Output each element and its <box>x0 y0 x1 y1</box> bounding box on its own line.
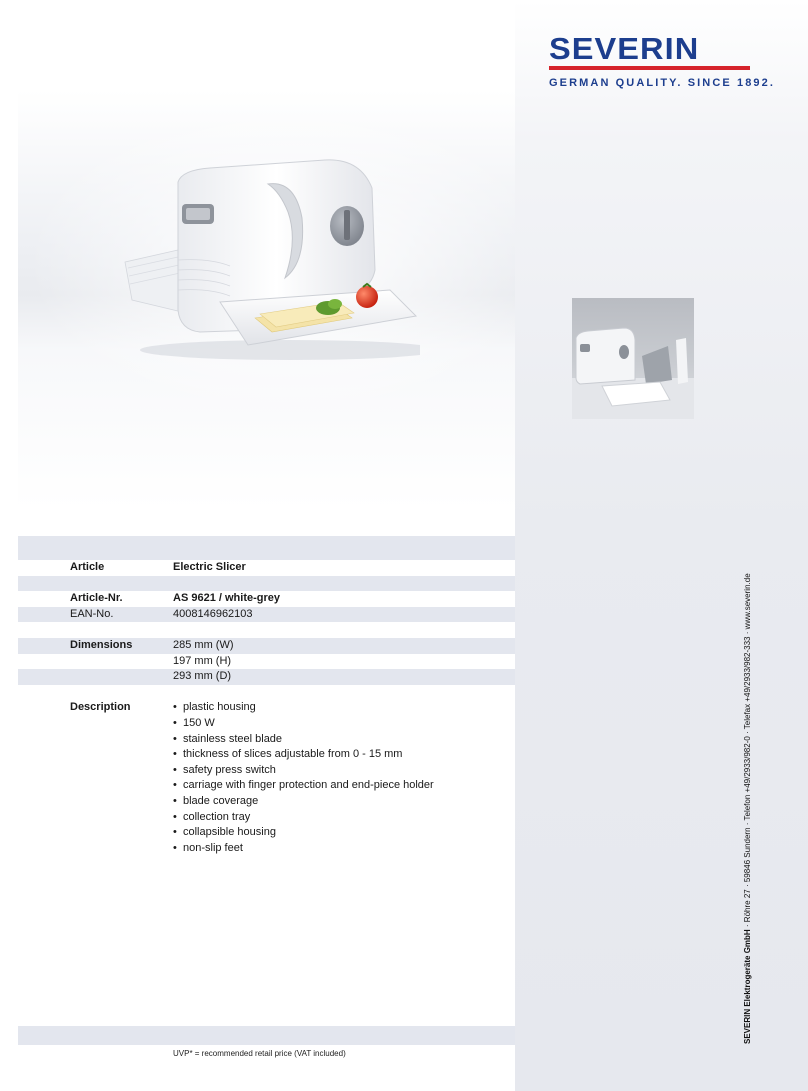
bullet-icon: • <box>173 779 177 792</box>
bullet-icon: • <box>173 701 177 714</box>
thumbnail-image <box>572 298 694 419</box>
description-item: • thickness of slices adjustable from 0 - 15 mm <box>173 748 403 761</box>
hero-product-image <box>120 140 420 365</box>
brand-red-bar <box>549 66 750 70</box>
article-label: Article <box>70 561 105 573</box>
description-item: • blade coverage <box>173 794 259 807</box>
spec-row-dimensions-1 <box>18 638 515 654</box>
footnote-band <box>18 1026 515 1045</box>
company-name: SEVERIN Elektrogeräte GmbH <box>743 929 752 1044</box>
bullet-icon: • <box>173 841 177 854</box>
dimension-depth: 293 mm (D) <box>173 670 232 683</box>
bullet-icon: • <box>173 826 177 839</box>
description-item: • stainless steel blade <box>173 732 283 745</box>
brand-tagline: GERMAN QUALITY. SINCE 1892. <box>549 77 776 89</box>
spec-spacer <box>18 576 515 592</box>
spec-row-article-nr <box>18 591 515 607</box>
description-item: • plastic housing <box>173 701 256 714</box>
description-item: • carriage with finger protection and end-piece holder <box>173 779 434 792</box>
description-item: • safety press switch <box>173 763 276 776</box>
bullet-icon: • <box>173 716 177 729</box>
article-nr-value <box>173 591 280 607</box>
article-nr-model: AS 9621 <box>173 592 216 605</box>
brand-name: SEVERIN <box>549 31 700 66</box>
bullet-icon: • <box>173 748 177 761</box>
company-address <box>743 573 752 1044</box>
dimension-height: 197 mm (H) <box>173 654 232 667</box>
description-list <box>173 700 434 856</box>
article-value: Electric Slicer <box>173 561 246 573</box>
bullet-icon: • <box>173 732 177 745</box>
spec-row-dimensions-3 <box>18 669 515 685</box>
spec-row-article <box>18 560 515 576</box>
dimensions-label: Dimensions <box>70 638 133 651</box>
article-nr-color: / white-grey <box>215 592 280 605</box>
description-item: • non-slip feet <box>173 841 243 854</box>
spec-table <box>18 536 515 870</box>
spec-row-ean <box>18 607 515 623</box>
footnote: UVP* = recommended retail price (VAT included) <box>173 1049 346 1058</box>
ean-label: EAN-No. <box>70 607 114 620</box>
company-contact: · Röhre 27 · 59846 Sundern · Telefon +49/2933/982-0 · Telefax +49/2933/982-333 · www.severin.de <box>743 573 752 930</box>
brand-logo <box>549 31 776 89</box>
side-panel <box>515 0 808 1091</box>
spec-row-dimensions-2 <box>18 654 515 670</box>
bullet-icon: • <box>173 794 177 807</box>
description-item: • collapsible housing <box>173 826 276 839</box>
ean-value: 4008146962103 <box>173 607 253 620</box>
description-label: Description <box>70 701 131 714</box>
spec-spacer <box>18 685 515 701</box>
bullet-icon: • <box>173 810 177 823</box>
article-nr-label: Article-Nr. <box>70 592 123 605</box>
spec-row-description <box>18 700 515 870</box>
spec-spacer <box>18 622 515 638</box>
spec-spacer <box>18 536 515 560</box>
dimension-width: 285 mm (W) <box>173 638 234 651</box>
description-item: • collection tray <box>173 810 251 823</box>
description-item: • 150 W <box>173 716 215 729</box>
bullet-icon: • <box>173 763 177 776</box>
